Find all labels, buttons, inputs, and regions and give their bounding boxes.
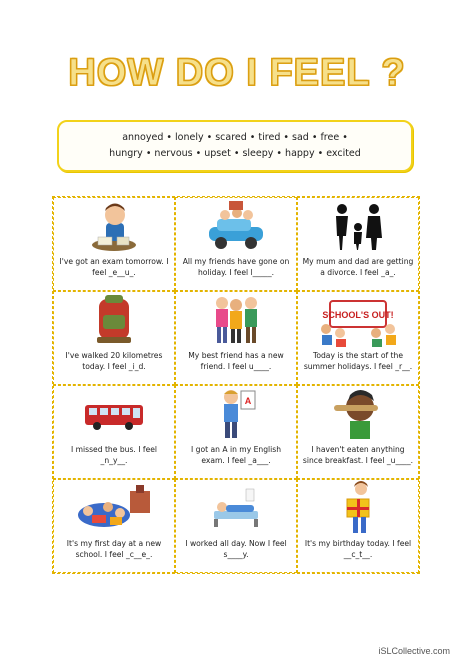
exercise-card — [297, 197, 419, 291]
card-text: I worked all day. Now I feel s____y. — [185, 539, 287, 559]
exercise-card — [297, 479, 419, 573]
sleeping-man-icon — [176, 480, 296, 536]
exercise-card — [53, 291, 175, 385]
backpack-icon — [54, 292, 174, 348]
card-text: I missed the bus. I feel _n_y__. — [70, 445, 158, 465]
word-bank-line-1: annoyed • lonely • scared • tired • sad • free • — [122, 132, 348, 143]
exercise-card — [175, 385, 297, 479]
card-text: I've got an exam tomorrow. I feel _e__u_. — [59, 257, 169, 277]
bus-icon — [54, 386, 174, 442]
card-text: My mum and dad are getting a divorce. I feel _a_. — [302, 257, 414, 277]
exercise-card — [53, 197, 175, 291]
word-bank-line-2: hungry • nervous • upset • sleepy • happy • excited — [109, 148, 361, 159]
birthday-present-icon — [298, 480, 418, 536]
card-text: My best friend has a new friend. I feel u____. — [188, 351, 284, 371]
card-text: I got an A in my English exam. I feel _a___. — [190, 445, 282, 465]
a-plus-boy-icon — [176, 386, 296, 442]
exercise-card — [175, 197, 297, 291]
hungry-man-icon — [298, 386, 418, 442]
family-silhouette-icon — [298, 198, 418, 254]
friends-car-icon — [176, 198, 296, 254]
exercise-card — [53, 385, 175, 479]
card-text: I haven't eaten anything since breakfast. I feel _u____. — [302, 445, 414, 465]
svg-text:A: A — [244, 396, 252, 406]
card-text: It's my birthday today. I feel __c_t__. — [304, 539, 412, 559]
nervous-boy-icon — [54, 198, 174, 254]
card-text: Today is the start of the summer holidays. I feel _r__. — [303, 351, 413, 371]
card-text: All my friends have gone on holiday. I feel l_____. — [182, 257, 290, 277]
card-text: I've walked 20 kilometres today. I feel _i_d. — [65, 351, 163, 371]
word-bank — [57, 120, 413, 172]
exercise-card — [297, 385, 419, 479]
exercise-grid — [52, 196, 420, 574]
page-title: HOW DO I FEEL ? — [68, 52, 406, 94]
exercise-card — [175, 291, 297, 385]
exercise-card — [53, 479, 175, 573]
exercise-card — [175, 479, 297, 573]
school-pileup-icon — [54, 480, 174, 536]
schools-out-icon — [298, 292, 418, 348]
exercise-card — [297, 291, 419, 385]
new-friend-icon — [176, 292, 296, 348]
site-watermark: iSLCollective.com — [378, 646, 450, 656]
schools-out-sign: SCHOOL'S OUT! — [322, 310, 394, 320]
card-text: It's my first day at a new school. I feel _c__e_. — [66, 539, 162, 559]
